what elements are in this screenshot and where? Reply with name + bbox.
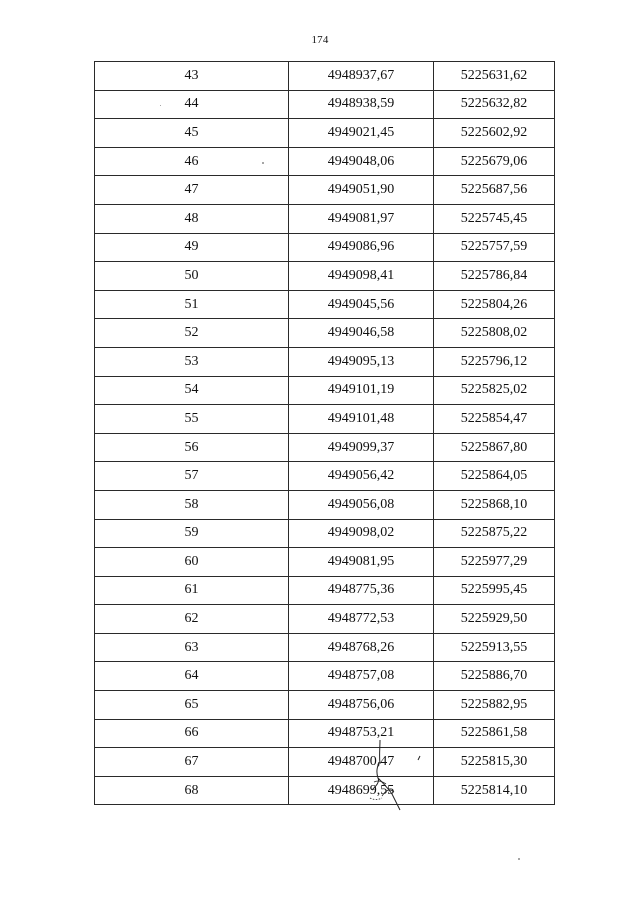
point-number-cell: 60 — [95, 548, 289, 577]
x-coordinate-cell: 4949056,08 — [289, 490, 434, 519]
x-coordinate-cell: 4949046,58 — [289, 319, 434, 348]
y-coordinate-cell: 5225882,95 — [434, 691, 555, 720]
point-number-cell: 55 — [95, 405, 289, 434]
y-coordinate-cell: 5225886,70 — [434, 662, 555, 691]
x-coordinate-cell: 4949048,06 — [289, 147, 434, 176]
point-number-cell: 51 — [95, 290, 289, 319]
x-coordinate-cell: 4948775,36 — [289, 576, 434, 605]
y-coordinate-cell: 5225679,06 — [434, 147, 555, 176]
point-number-cell: 57 — [95, 462, 289, 491]
table-row — [95, 776, 555, 805]
y-coordinate-cell: 5225864,05 — [434, 462, 555, 491]
point-number-cell: 47 — [95, 176, 289, 205]
table-row — [95, 90, 555, 119]
scan-speck — [262, 162, 264, 164]
point-number-cell: 67 — [95, 748, 289, 777]
coordinates-table-body — [95, 62, 555, 805]
y-coordinate-cell: 5225602,92 — [434, 119, 555, 148]
table-row — [95, 519, 555, 548]
x-coordinate-cell: 4949081,97 — [289, 204, 434, 233]
point-number-cell: 68 — [95, 776, 289, 805]
table-row — [95, 204, 555, 233]
point-number-cell: 56 — [95, 433, 289, 462]
y-coordinate-cell: 5225796,12 — [434, 347, 555, 376]
point-number-cell: 48 — [95, 204, 289, 233]
y-coordinate-cell: 5225875,22 — [434, 519, 555, 548]
scan-speck — [518, 858, 520, 860]
x-coordinate-cell: 4949051,90 — [289, 176, 434, 205]
y-coordinate-cell: 5225929,50 — [434, 605, 555, 634]
table-row — [95, 262, 555, 291]
x-coordinate-cell: 4948937,67 — [289, 62, 434, 91]
point-number-cell: 64 — [95, 662, 289, 691]
table-row — [95, 233, 555, 262]
y-coordinate-cell: 5225687,56 — [434, 176, 555, 205]
point-number-cell: 66 — [95, 719, 289, 748]
x-coordinate-cell: 4949098,02 — [289, 519, 434, 548]
coordinates-table — [94, 61, 555, 805]
table-row — [95, 147, 555, 176]
x-coordinate-cell: 4949099,37 — [289, 433, 434, 462]
y-coordinate-cell: 5225977,29 — [434, 548, 555, 577]
y-coordinate-cell: 5225745,45 — [434, 204, 555, 233]
table-row — [95, 633, 555, 662]
point-number-cell: 58 — [95, 490, 289, 519]
point-number-cell: 43 — [95, 62, 289, 91]
y-coordinate-cell: 5225861,58 — [434, 719, 555, 748]
x-coordinate-cell: 4949056,42 — [289, 462, 434, 491]
table-row — [95, 490, 555, 519]
y-coordinate-cell: 5225808,02 — [434, 319, 555, 348]
x-coordinate-cell: 4948772,53 — [289, 605, 434, 634]
x-coordinate-cell: 4949101,48 — [289, 405, 434, 434]
x-coordinate-cell: 4949095,13 — [289, 347, 434, 376]
table-row — [95, 176, 555, 205]
point-number-cell: 59 — [95, 519, 289, 548]
x-coordinate-cell: 4948768,26 — [289, 633, 434, 662]
x-coordinate-cell: 4948938,59 — [289, 90, 434, 119]
x-coordinate-cell: 4949045,56 — [289, 290, 434, 319]
point-number-cell: 61 — [95, 576, 289, 605]
table-row — [95, 462, 555, 491]
x-coordinate-cell: 4949101,19 — [289, 376, 434, 405]
table-row — [95, 719, 555, 748]
point-number-cell: 63 — [95, 633, 289, 662]
table-row — [95, 319, 555, 348]
point-number-cell: 45 — [95, 119, 289, 148]
table-row — [95, 662, 555, 691]
x-coordinate-cell: 4949081,95 — [289, 548, 434, 577]
table-row — [95, 548, 555, 577]
table-row — [95, 405, 555, 434]
table-row — [95, 433, 555, 462]
x-coordinate-cell: 4948753,21 — [289, 719, 434, 748]
y-coordinate-cell: 5225632,82 — [434, 90, 555, 119]
y-coordinate-cell: 5225757,59 — [434, 233, 555, 262]
y-coordinate-cell: 5225815,30 — [434, 748, 555, 777]
point-number-cell: 54 — [95, 376, 289, 405]
y-coordinate-cell: 5225854,47 — [434, 405, 555, 434]
point-number-cell: 49 — [95, 233, 289, 262]
point-number-cell: 46 — [95, 147, 289, 176]
table-row — [95, 119, 555, 148]
table-row — [95, 347, 555, 376]
y-coordinate-cell: 5225814,10 — [434, 776, 555, 805]
point-number-cell: 44 — [95, 90, 289, 119]
y-coordinate-cell: 5225867,80 — [434, 433, 555, 462]
table-row — [95, 576, 555, 605]
x-coordinate-cell: 4948699,55 — [289, 776, 434, 805]
y-coordinate-cell: 5225631,62 — [434, 62, 555, 91]
table-row — [95, 62, 555, 91]
point-number-cell: 53 — [95, 347, 289, 376]
y-coordinate-cell: 5225804,26 — [434, 290, 555, 319]
page-number: 174 — [311, 34, 329, 46]
scan-speck — [160, 105, 161, 106]
table-row — [95, 748, 555, 777]
y-coordinate-cell: 5225913,55 — [434, 633, 555, 662]
x-coordinate-cell: 4949098,41 — [289, 262, 434, 291]
y-coordinate-cell: 5225825,02 — [434, 376, 555, 405]
y-coordinate-cell: 5225995,45 — [434, 576, 555, 605]
table-row — [95, 290, 555, 319]
point-number-cell: 65 — [95, 691, 289, 720]
point-number-cell: 50 — [95, 262, 289, 291]
y-coordinate-cell: 5225786,84 — [434, 262, 555, 291]
y-coordinate-cell: 5225868,10 — [434, 490, 555, 519]
table-row — [95, 605, 555, 634]
point-number-cell: 52 — [95, 319, 289, 348]
x-coordinate-cell: 4949021,45 — [289, 119, 434, 148]
x-coordinate-cell: 4949086,96 — [289, 233, 434, 262]
point-number-cell: 62 — [95, 605, 289, 634]
x-coordinate-cell: 4948756,06 — [289, 691, 434, 720]
table-row — [95, 691, 555, 720]
x-coordinate-cell: 4948757,08 — [289, 662, 434, 691]
table-row — [95, 376, 555, 405]
x-coordinate-cell: 4948700,47 — [289, 748, 434, 777]
